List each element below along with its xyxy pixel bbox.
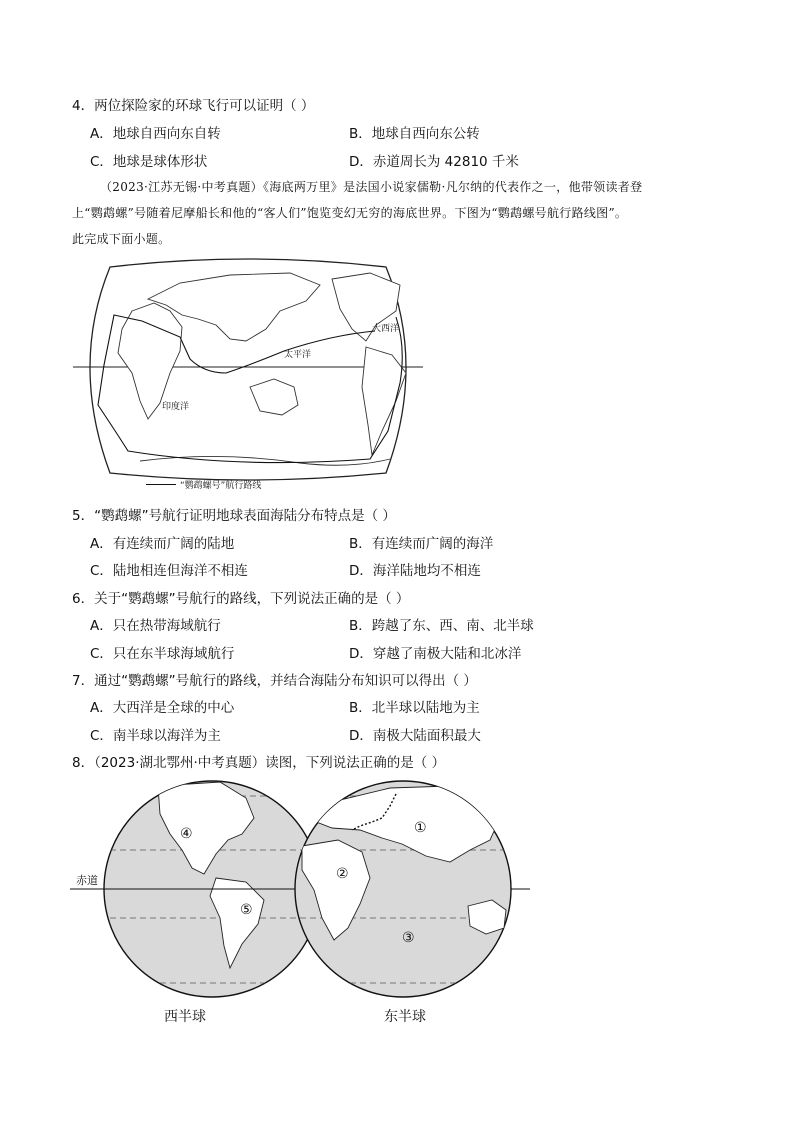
q4-option-c: C．地球是球体形状: [90, 154, 208, 170]
eastern-hemisphere-caption: 东半球: [384, 1009, 426, 1025]
q6-option-c: C．只在东半球海域航行: [90, 646, 235, 662]
q5-option-b: B．有连续而广阔的海洋: [349, 536, 494, 552]
marker-3: ③: [402, 930, 415, 946]
q5-option-d: D．海洋陆地均不相连: [349, 563, 481, 579]
q5-stem: 5．“鹦鹉螺”号航行证明地球表面海陆分布特点是（ ）: [72, 508, 396, 524]
q4-option-b: B．地球自西向东公转: [349, 126, 480, 142]
q4-option-a: A．地球自西向东自转: [90, 126, 221, 142]
passage-line-3: 此完成下面小题。: [72, 232, 171, 246]
legend-line-sample: [146, 484, 176, 485]
q4-option-d: D．赤道周长为 42810 千米: [349, 154, 519, 170]
q7-option-c: C．南半球以海洋为主: [90, 728, 221, 744]
q4-stem: 4．两位探险家的环球飞行可以证明（ ）: [72, 98, 315, 114]
hemispheres-map: [70, 778, 530, 1000]
q5-option-c: C．陆地相连但海洋不相连: [90, 563, 248, 579]
q7-option-b: B．北半球以陆地为主: [349, 700, 480, 716]
marker-4: ④: [180, 826, 193, 842]
marker-5: ⑤: [240, 902, 253, 918]
passage-line-1: （2023·江苏无锡·中考真题）《海底两万里》是法国小说家儒勒·凡尔纳的代表作之一，他带领读者登: [100, 180, 643, 194]
q7-option-d: D．南极大陆面积最大: [349, 728, 481, 744]
nautilus-route-map: [70, 255, 426, 495]
pacific-label: 太平洋: [284, 350, 312, 360]
indian-label: 印度洋: [162, 402, 190, 412]
q7-stem: 7．通过“鹦鹉螺”号航行的路线，并结合海陆分布知识可以得出（ ）: [72, 673, 477, 689]
marker-1: ①: [414, 820, 427, 836]
passage-line-2: 上“鹦鹉螺”号随着尼摩船长和他的“客人们”饱览变幻无穷的海底世界。下图为“鹦鹉螺号航行路线图”。: [72, 206, 628, 220]
q6-option-a: A．只在热带海域航行: [90, 618, 221, 634]
atlantic-label: 大西洋: [372, 324, 400, 334]
western-hemisphere-caption: 西半球: [164, 1009, 206, 1025]
q8-stem: 8．（2023·湖北鄂州·中考真题）读图，下列说法正确的是（ ）: [72, 755, 446, 771]
marker-2: ②: [336, 866, 349, 882]
map1-legend: “鹦鹉螺号”航行路线: [180, 481, 262, 491]
equator-label: 赤道: [76, 874, 98, 887]
q6-stem: 6．关于“鹦鹉螺”号航行的路线，下列说法正确的是（ ）: [72, 591, 410, 607]
q5-option-a: A．有连续而广阔的陆地: [90, 536, 235, 552]
q6-option-d: D．穿越了南极大陆和北冰洋: [349, 646, 522, 662]
q7-option-a: A．大西洋是全球的中心: [90, 700, 235, 716]
q6-option-b: B．跨越了东、西、南、北半球: [349, 618, 534, 634]
